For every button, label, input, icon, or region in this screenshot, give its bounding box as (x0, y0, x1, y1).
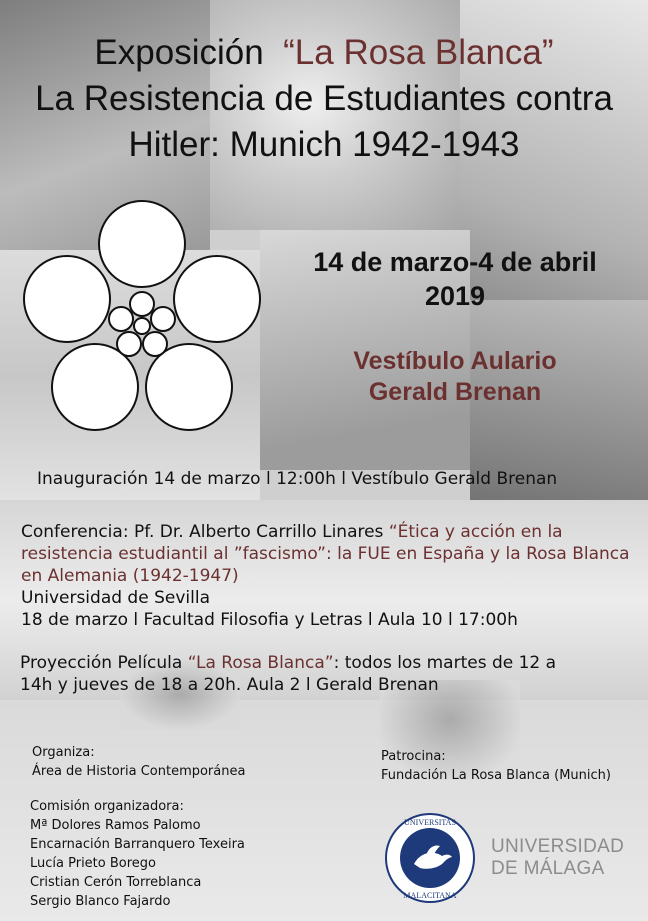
conference-talk-title: “Ética y acción en la resistencia estudiantil al ”fascismo”: la FUE en España y la Rosa Blanca en Alemania (1942-1947) (21, 522, 630, 586)
dates-range: 14 de marzo-4 de abril (313, 247, 597, 277)
venue-line-2: Gerald Brenan (368, 378, 542, 406)
screening-film-title: “La Rosa Blanca” (187, 653, 334, 673)
university-name-line-1: UNIVERSIDAD (491, 836, 625, 857)
svg-text:UNIVERSITAS: UNIVERSITAS (404, 818, 456, 827)
title-line-1 (0, 30, 648, 76)
conference-details: 18 de marzo l Facultad Filosofia y Letras l Aula 10 l 17:00h (21, 610, 518, 630)
university-seal-icon (384, 812, 476, 904)
conference-affiliation: Universidad de Sevilla (21, 588, 210, 608)
committee-member: Mª Dolores Ramos Palomo (30, 818, 201, 833)
committee-member: Lucía Prieto Borego (30, 856, 156, 871)
title-line-3: Hitler: Munich 1942-1943 (128, 125, 520, 164)
film-screening-block (20, 652, 590, 696)
poster-title (0, 30, 648, 168)
conference-title-line (21, 521, 631, 587)
organizer-name: Área de Historia Contemporánea (32, 764, 246, 779)
committee-label: Comisión organizadora: (30, 799, 184, 814)
dates-year: 2019 (424, 281, 486, 311)
organizing-committee (30, 797, 245, 911)
committee-member: Cristian Cerón Torreblanca (30, 875, 202, 890)
title-exhibition-name: “La Rosa Blanca” (283, 33, 554, 72)
screening-details: : todos los martes de 12 a 14h y jueves de 18 a 20h. Aula 2 l Gerald Brenan (20, 653, 557, 695)
committee-member: Encarnación Barranquero Texeira (30, 837, 245, 852)
university-name (491, 836, 624, 880)
conference-block (21, 521, 631, 631)
inauguration-info: Inauguración 14 de marzo l 12:00h l Vestíbulo Gerald Brenan (37, 469, 558, 489)
screening-intro: Proyección Película (20, 653, 188, 673)
sponsor-block (381, 747, 611, 785)
organizer-label: Organiza: (32, 745, 95, 760)
exhibition-dates (290, 245, 620, 313)
exhibition-venue (330, 346, 580, 408)
sponsor-label: Patrocina: (381, 749, 446, 764)
white-rose-logo (22, 198, 262, 438)
venue-line-1: Vestíbulo Aulario (353, 347, 557, 375)
conference-speaker: Conferencia: Pf. Dr. Alberto Carrillo Linares (21, 522, 389, 542)
committee-member: Sergio Blanco Fajardo (30, 894, 171, 909)
organizer-block (32, 743, 245, 781)
title-line-2: La Resistencia de Estudiantes contra (35, 79, 613, 118)
svg-text:MALACITANA: MALACITANA (403, 891, 457, 900)
university-name-line-2: DE MÁLAGA (491, 858, 605, 879)
title-prefix: Exposición (94, 33, 264, 72)
sponsor-name: Fundación La Rosa Blanca (Munich) (381, 768, 611, 783)
